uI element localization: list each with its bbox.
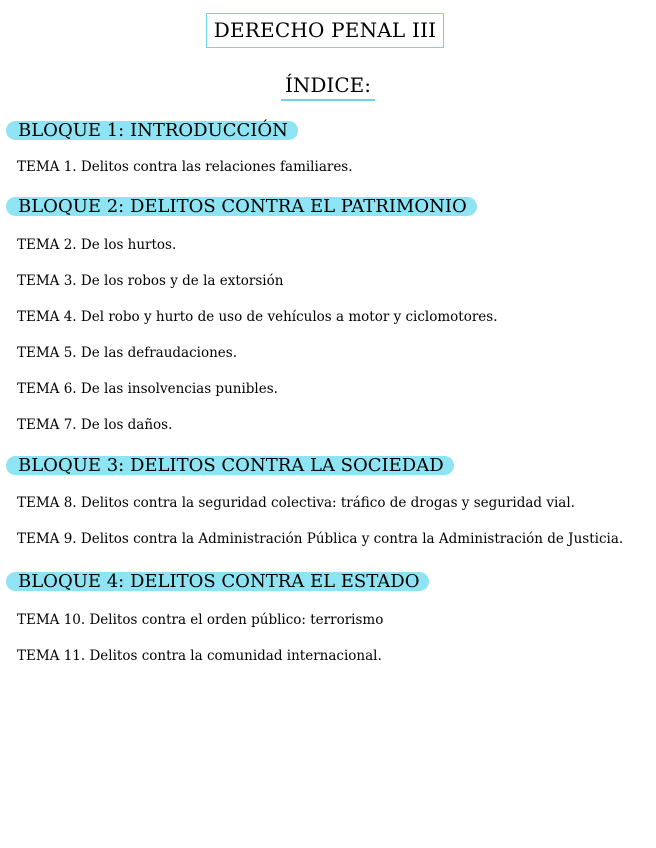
tema-item: TEMA 11. Delitos contra la comunidad internacional.: [17, 648, 382, 664]
tema-item: TEMA 4. Del robo y hurto de uso de vehículos a motor y ciclomotores.: [17, 309, 498, 325]
tema-item: TEMA 3. De los robos y de la extorsión: [17, 273, 284, 289]
tema-item: TEMA 5. De las defraudaciones.: [17, 345, 238, 361]
document-title: DERECHO PENAL III: [206, 13, 444, 48]
tema-item: TEMA 8. Delitos contra la seguridad colectiva: tráfico de drogas y seguridad vial.: [17, 495, 575, 511]
tema-item: TEMA 7. De los daños.: [17, 417, 173, 433]
block-3-heading: BLOQUE 3: DELITOS CONTRA LA SOCIEDAD: [6, 456, 454, 475]
block-4-heading: BLOQUE 4: DELITOS CONTRA EL ESTADO: [6, 572, 429, 591]
tema-item: TEMA 2. De los hurtos.: [17, 237, 177, 253]
tema-item: TEMA 10. Delitos contra el orden público: terrorismo: [17, 612, 384, 628]
index-heading: ÍNDICE:: [281, 72, 375, 101]
tema-item: TEMA 6. De las insolvencias punibles.: [17, 381, 278, 397]
tema-item: TEMA 1. Delitos contra las relaciones familiares.: [17, 159, 353, 175]
block-2-heading: BLOQUE 2: DELITOS CONTRA EL PATRIMONIO: [6, 197, 477, 216]
index-heading-row: [0, 72, 656, 101]
tema-item: TEMA 9. Delitos contra la Administración Pública y contra la Administración de Justicia.: [17, 531, 624, 547]
block-1-heading: BLOQUE 1: INTRODUCCIÓN: [6, 121, 298, 140]
